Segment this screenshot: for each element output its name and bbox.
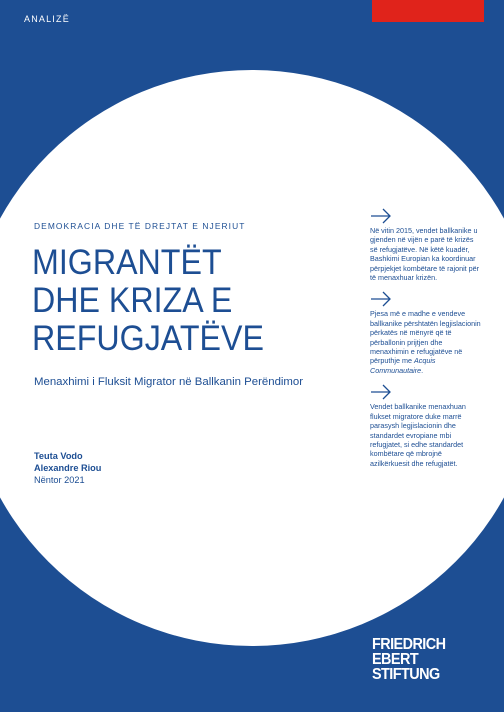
- series-label: ANALIZË: [24, 14, 70, 24]
- author-name: Alexandre Riou: [34, 463, 102, 473]
- topic-kicker: DEMOKRACIA DHE TË DREJTAT E NJERIUT: [34, 221, 246, 231]
- key-point: [370, 384, 482, 468]
- key-point-text: Vendet ballkanike menaxhuan flukset migratore duke marrë parasysh legjislacionin dhe standardet evropiane mbi refugjatet, si edhe standardet kombëtare që mbrojnë azilkërkuesit dhe refugjatët.: [370, 402, 466, 468]
- key-point-emphasis: Acquis Communautaire: [370, 356, 436, 375]
- key-points: [370, 208, 482, 477]
- publication-date: Nëntor 2021: [34, 475, 85, 485]
- logo-line: EBERT: [372, 651, 419, 668]
- title-line-3: REFUGJATËVE: [32, 319, 264, 358]
- arrow-right-icon: [370, 384, 392, 400]
- logo-line: STIFTUNG: [372, 666, 440, 683]
- key-point-text: [370, 309, 482, 375]
- key-point: [370, 291, 482, 375]
- logo-line: FRIEDRICH: [372, 636, 446, 653]
- key-point-text: Në vitin 2015, vendet ballkanike u gjenden në vijën e parë të krizës së refugjatëve. Në këtë kuadër, Bashkimi Europian ka koordinuar përpjekjet kombëtare të rajonit për të menaxhuar krizën.: [370, 226, 480, 283]
- key-point-body: Pjesa më e madhe e vendeve ballkanike përshtatën legjislacionin përkatës në mënyrë që të përballonin prijtjen dhe menaxhimin e refugjatëve në përputhje me: [370, 309, 481, 366]
- author-name: Teuta Vodo: [34, 451, 83, 461]
- publisher-logo: [372, 637, 445, 682]
- accent-bar: [372, 0, 484, 22]
- key-point-suffix: .: [421, 365, 424, 375]
- document-subtitle: Menaxhimi i Fluksit Migrator në Ballkanin Perëndimor: [34, 376, 304, 388]
- title-line-2: DHE KRIZA E: [32, 281, 233, 320]
- arrow-right-icon: [370, 291, 392, 307]
- title-line-1: MIGRANTËT: [32, 243, 222, 282]
- arrow-right-icon: [370, 208, 392, 224]
- author-block: [34, 450, 101, 486]
- key-point: [370, 208, 482, 282]
- document-title: [32, 244, 308, 358]
